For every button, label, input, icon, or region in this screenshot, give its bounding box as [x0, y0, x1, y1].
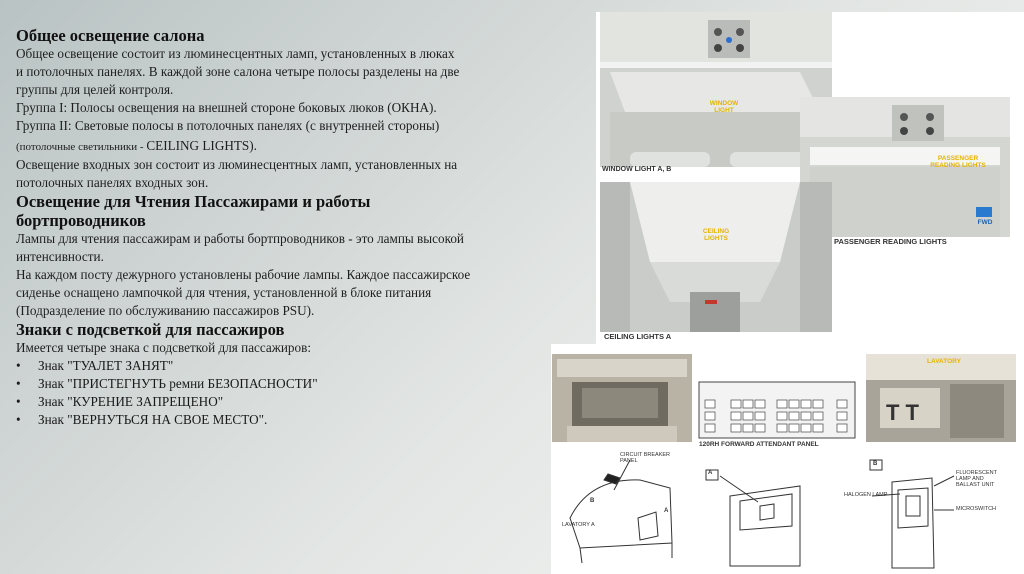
- list-item: [16, 357, 546, 375]
- sign-diagram-a-drawing: [700, 456, 835, 570]
- para-line: группы для целей контроля.: [16, 82, 174, 97]
- ceiling-lights-label: CEILING LIGHTS: [702, 228, 730, 242]
- para-line: Общее освещение состоит из люминесцентных ламп, установленных в люках: [16, 46, 455, 61]
- text-column: [16, 26, 546, 429]
- list-item: [16, 375, 546, 393]
- lavatory-diagram: [560, 448, 690, 570]
- circuit-breaker-label: CIRCUIT BREAKER PANEL: [620, 452, 671, 464]
- fwd-tag: FWD: [977, 219, 993, 226]
- para-line: интенсивности.: [16, 249, 104, 264]
- signs-list: [16, 357, 546, 429]
- list-item-text: Знак "ВЕРНУТЬСЯ НА СВОЕ МЕСТО".: [38, 412, 268, 427]
- attendant-panel-caption: 120RH FORWARD ATTENDANT PANEL: [699, 441, 819, 448]
- para-line: На каждом посту дежурного установлены рабочие лампы. Каждое пассажирское: [16, 267, 471, 282]
- para-line: сиденье оснащено лампочкой для чтения, установленной в блоке питания: [16, 285, 432, 300]
- list-item-text: Знак "ПРИСТЕГНУТЬ ремни БЕЗОПАСНОСТИ": [38, 376, 318, 391]
- a-tag: A: [664, 508, 669, 514]
- section-heading-general-lighting: Общее освещение салона: [16, 26, 205, 45]
- section-heading-reading-lights: Освещение для Чтения Пассажирами и работы бортпроводников: [16, 192, 371, 230]
- b-tag: B: [590, 498, 595, 504]
- lavatory-label: LAVATORY A: [562, 522, 595, 528]
- para-line: Группа II: Световые полосы в потолочных панелях (с внутренней стороны): [16, 118, 440, 133]
- window-light-caption: WINDOW LIGHT A, B: [602, 166, 672, 173]
- reading-lights-caption: PASSENGER READING LIGHTS: [834, 237, 947, 246]
- diagram-a-tag: A: [708, 470, 713, 476]
- lavatory-photo: [552, 354, 692, 442]
- sign-diagram-b: [842, 456, 1020, 570]
- window-light-photo: [600, 12, 832, 178]
- attendant-panel-figure: [697, 380, 857, 450]
- window-light-label: WINDOW LIGHT: [709, 100, 739, 114]
- para-line: и потолочных панелях. В каждой зоне салона четыре полосы разделены на две: [16, 64, 460, 79]
- list-item: [16, 393, 546, 411]
- window-light-illustration: [600, 12, 832, 178]
- para-line: Имеется четыре знака с подсветкой для пассажиров:: [16, 340, 312, 355]
- lavatory-photo-2: [866, 354, 1016, 442]
- lavatory-illustration: [552, 354, 692, 442]
- ceiling-lights-illustration: [600, 182, 832, 332]
- bullet: •: [16, 412, 21, 427]
- note-prefix: (потолочные светильники -: [16, 141, 147, 153]
- sign-diagram-a: [700, 456, 835, 570]
- lavatory-diagram-drawing: [560, 448, 690, 570]
- para-line: Освещение входных зон состоит из люминесцентных ламп, установленных на: [16, 157, 458, 172]
- note-suffix: CEILING LIGHTS).: [146, 138, 257, 153]
- microswitch-label: MICROSWITCH: [956, 506, 997, 512]
- diagram-b-tag: B: [873, 461, 878, 467]
- para-line: потолочных панелях входных зон.: [16, 175, 209, 190]
- ceiling-lights-photo: [600, 182, 832, 344]
- para-line: Лампы для чтения пассажирам и работы бортпроводников - это лампы высокой: [16, 231, 464, 246]
- svg-text:T T: T T: [886, 400, 919, 425]
- fluorescent-label: FLUORESCENT LAMP AND BALLAST UNIT: [956, 470, 997, 488]
- bullet: •: [16, 376, 21, 391]
- bullet: •: [16, 394, 21, 409]
- para-line: Группа I: Полосы освещения на внешней стороне боковых люков (ОКНА).: [16, 100, 437, 115]
- lavatory-2-label: LAVATORY: [927, 358, 961, 365]
- reading-lights-label: PASSENGER READING LIGHTS: [930, 155, 986, 169]
- para-line: (Подразделение по обслуживанию пассажиров PSU).: [16, 303, 315, 318]
- lavatory-2-illustration: [866, 354, 1016, 442]
- halogen-lamp-label: HALOGEN LAMP: [844, 492, 888, 498]
- para-note: [16, 137, 546, 156]
- list-item-text: Знак "КУРЕНИЕ ЗАПРЕЩЕНО": [38, 394, 224, 409]
- list-item-text: Знак "ТУАЛЕТ ЗАНЯТ": [38, 358, 174, 373]
- bullet: •: [16, 358, 21, 373]
- list-item: [16, 411, 546, 429]
- ceiling-lights-caption: CEILING LIGHTS A: [604, 332, 672, 341]
- section-heading-signs: Знаки с подсветкой для пассажиров: [16, 320, 285, 339]
- attendant-panel-illustration: [697, 380, 857, 440]
